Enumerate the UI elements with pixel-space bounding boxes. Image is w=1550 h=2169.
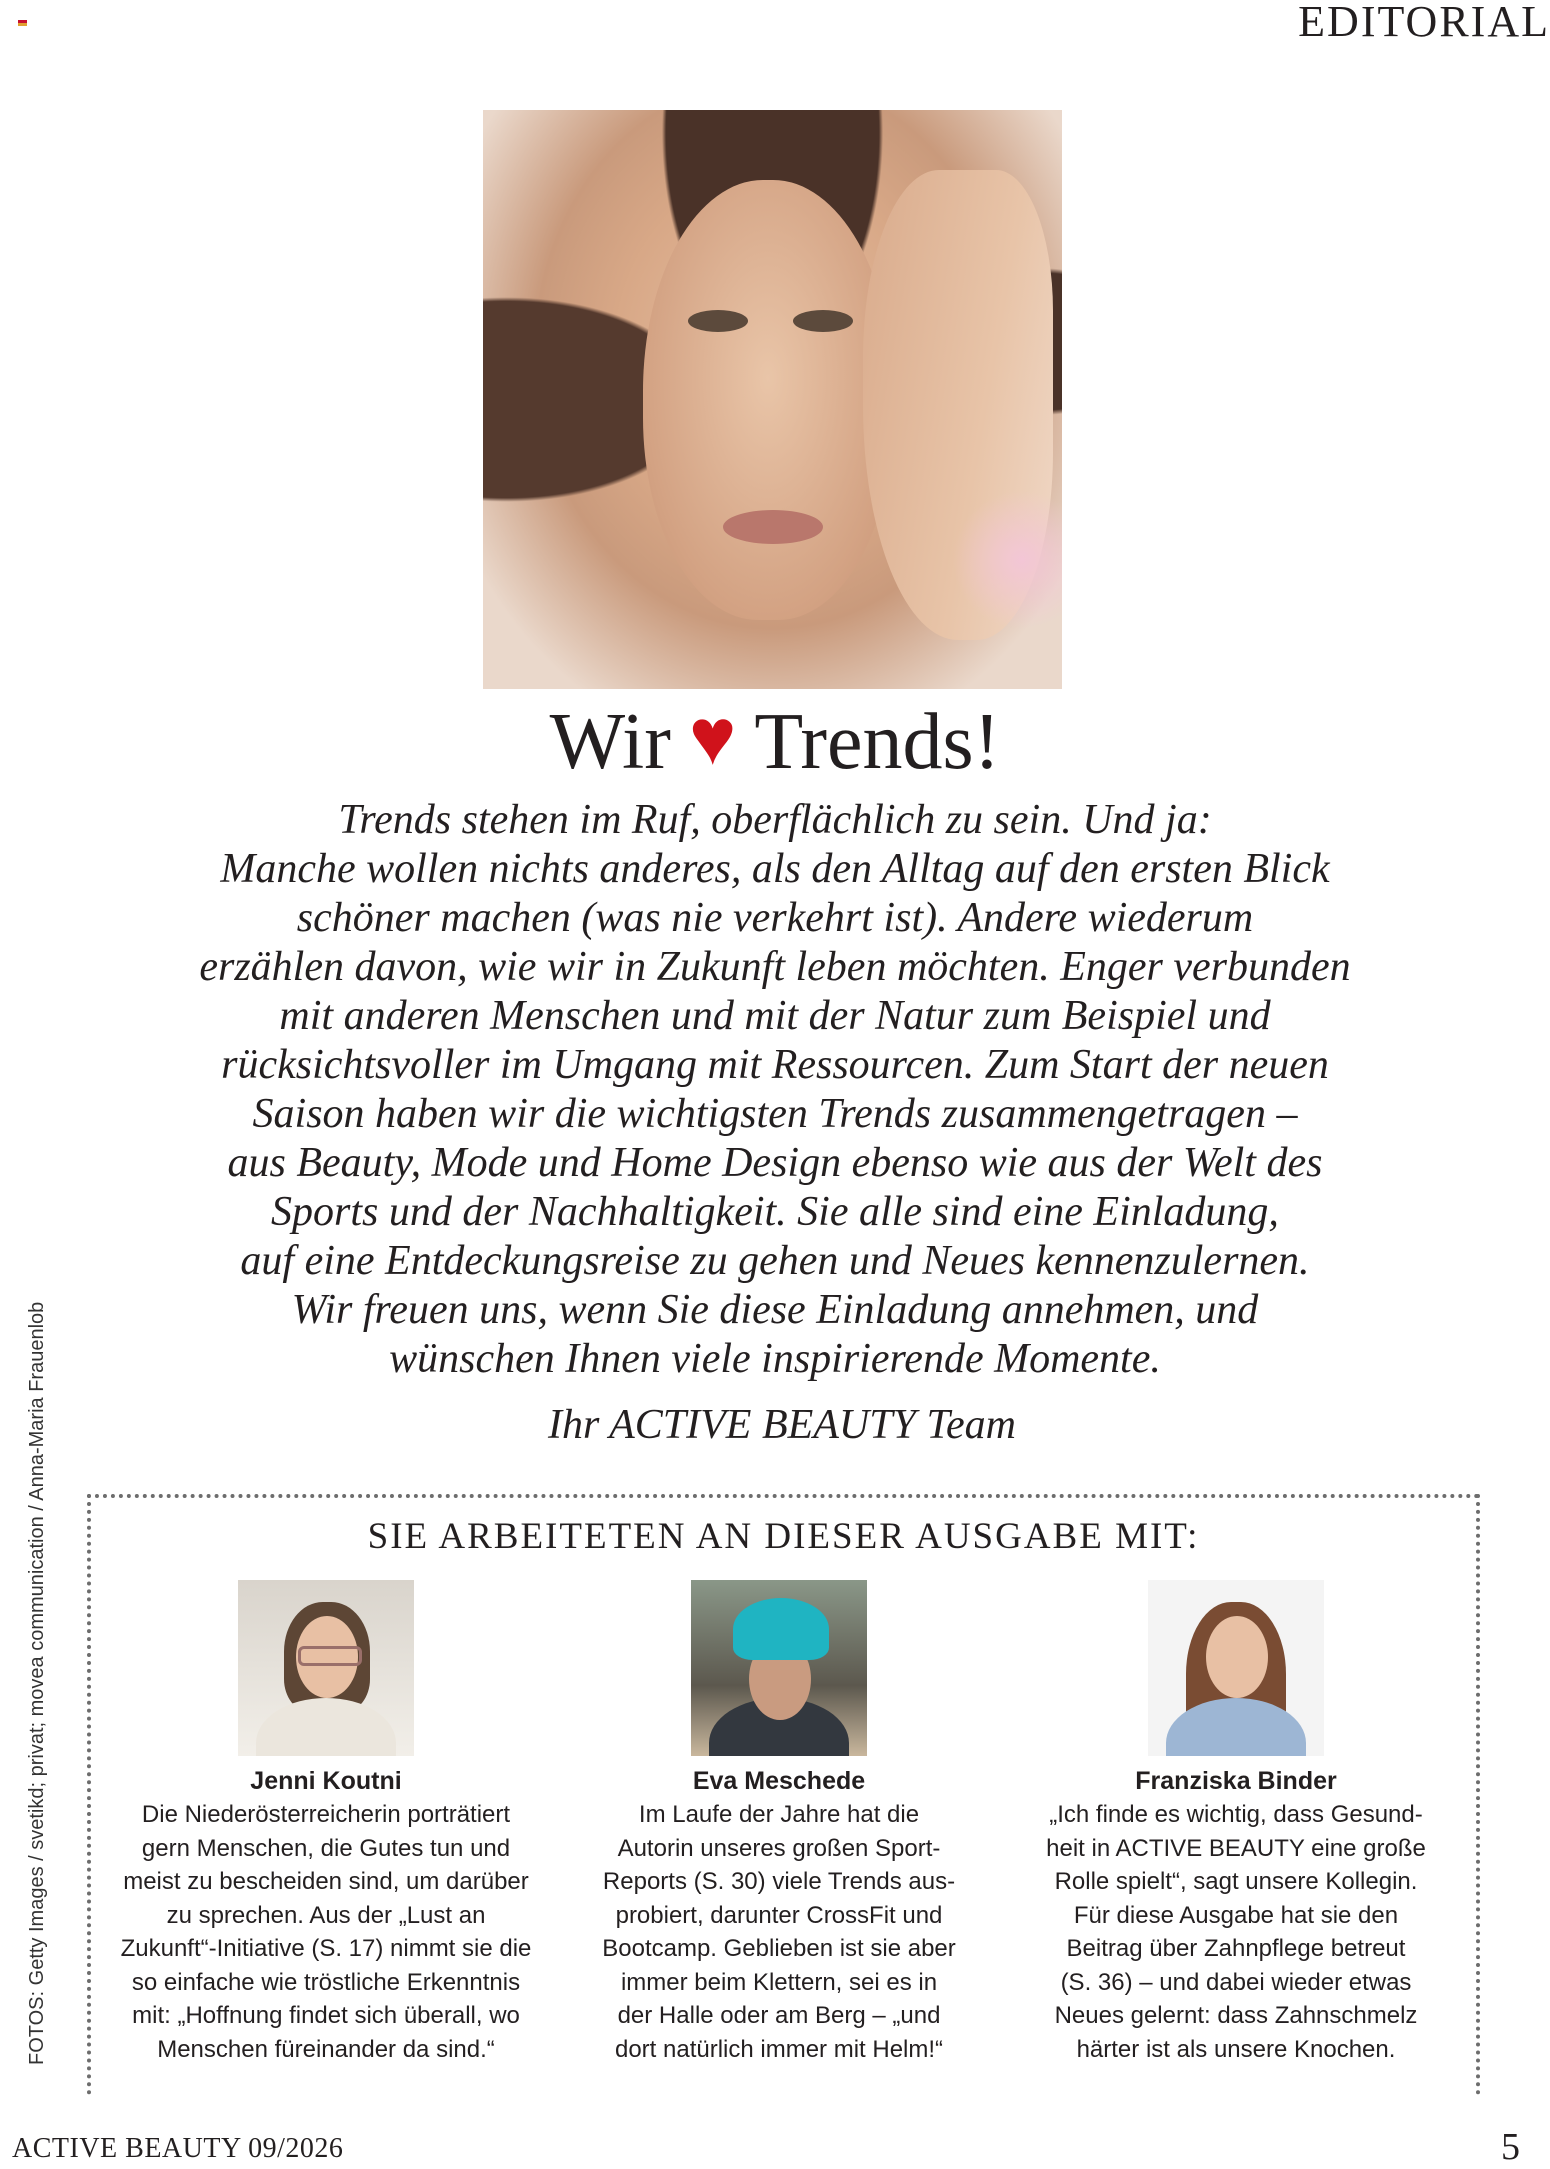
contributors-box xyxy=(87,1494,1480,2095)
bio-line: Zukunft“-Initiative (S. 17) nimmt sie die xyxy=(120,1935,532,1962)
intro-line: rücksichtsvoller im Umgang mit Ressourcen. Zum Start der neuen xyxy=(221,1042,1329,1088)
bio-line: Reports (S. 30) viele Trends aus- xyxy=(602,1868,956,1895)
contributor-card xyxy=(559,1580,999,2066)
headline-word-1: Wir xyxy=(549,698,671,786)
bio-line: Für diese Ausgabe hat sie den xyxy=(1073,1901,1399,1929)
intro-line: Trends stehen im Ruf, oberflächlich zu sein. Und ja: xyxy=(338,797,1212,843)
contributor-card xyxy=(106,1580,546,2066)
bio-line: probiert, darunter CrossFit und xyxy=(615,1901,943,1929)
contributor-bio xyxy=(106,1798,546,2066)
bio-line: so einfache wie tröstliche Erkenntnis xyxy=(131,1968,521,1996)
contributor-name: Eva Meschede xyxy=(692,1767,866,1795)
bio-line: mit: „Hoffnung findet sich überall, wo xyxy=(132,2002,520,2029)
contributor-bio xyxy=(559,1798,999,2066)
footer-issue: ACTIVE BEAUTY 09/2026 xyxy=(12,2133,344,2164)
bio-line: immer beim Klettern, sei es in xyxy=(620,1968,938,1996)
intro-line: aus Beauty, Mode und Home Design ebenso wie aus der Welt des xyxy=(227,1140,1323,1186)
bio-line: dort natürlich immer mit Helm!“ xyxy=(614,2035,944,2063)
section-label: EDITORIAL xyxy=(1298,0,1550,46)
intro-line: schöner machen (was nie verkehrt ist). Andere wiederum xyxy=(296,895,1254,941)
page-number: 5 xyxy=(1501,2126,1520,2168)
intro-line: Manche wollen nichts anderes, als den Alltag auf den ersten Blick xyxy=(220,846,1330,892)
intro-line: Saison haben wir die wichtigsten Trends zusammengetragen – xyxy=(252,1091,1298,1137)
bio-line: Beitrag über Zahnpflege betreut xyxy=(1066,1935,1406,1962)
bio-line: „Ich finde es wichtig, dass Gesund- xyxy=(1049,1801,1423,1828)
bio-line: Die Niederösterreicherin porträtiert xyxy=(141,1801,511,1828)
intro-line: Wir freuen uns, wenn Sie diese Einladung annehmen, und xyxy=(291,1287,1259,1333)
bio-line: der Halle oder am Berg – „und xyxy=(617,2002,941,2029)
contributor-bio xyxy=(1016,1798,1456,2066)
intro-line: mit anderen Menschen und mit der Natur zum Beispiel und xyxy=(279,993,1271,1039)
intro-line: auf eine Entdeckungsreise zu gehen und Neues kennenzulernen. xyxy=(240,1238,1310,1284)
bio-line: Menschen füreinander da sind.“ xyxy=(157,2035,495,2063)
bio-line: (S. 36) – und dabei wieder etwas xyxy=(1060,1968,1412,1996)
intro-line: erzählen davon, wie wir in Zukunft leben möchten. Enger verbunden xyxy=(199,944,1351,990)
bio-line: zu sprechen. Aus der „Lust an xyxy=(166,1901,486,1929)
contributor-photo xyxy=(238,1580,414,1756)
bio-line: Bootcamp. Geblieben ist sie aber xyxy=(602,1935,956,1962)
bio-line: Autorin unseres großen Sport- xyxy=(617,1834,941,1862)
bio-line: heit in ACTIVE BEAUTY eine große xyxy=(1046,1834,1426,1862)
corner-mark xyxy=(18,20,27,26)
intro-line: wünschen Ihnen viele inspirierende Momente. xyxy=(389,1336,1161,1382)
bio-line: gern Menschen, die Gutes tun und xyxy=(141,1834,511,1862)
heart-icon: ♥ xyxy=(688,694,737,782)
contributor-photo xyxy=(691,1580,867,1756)
bio-line: Neues gelernt: dass Zahnschmelz xyxy=(1054,2002,1418,2029)
editorial-headline xyxy=(0,694,1550,786)
photo-credit: FOTOS: Getty Images / svetikd; privat; movea communication / Anna-Maria Frauenlob xyxy=(26,1301,48,2065)
editorial-signature: Ihr ACTIVE BEAUTY Team xyxy=(548,1402,1016,1448)
contributor-card xyxy=(1016,1580,1456,2066)
contributor-name: Franziska Binder xyxy=(1135,1767,1337,1795)
bio-line: Rolle spielt“, sagt unsere Kollegin. xyxy=(1054,1868,1418,1895)
contributors-title: SIE ARBEITETEN AN DIESER AUSGABE MIT: xyxy=(367,1516,1200,1557)
contributor-photo xyxy=(1148,1580,1324,1756)
bio-line: meist zu bescheiden sind, um darüber xyxy=(123,1868,529,1895)
hero-portrait-image xyxy=(483,110,1062,689)
intro-line: Sports und der Nachhaltigkeit. Sie alle sind eine Einladung, xyxy=(271,1189,1279,1235)
contributor-name: Jenni Koutni xyxy=(250,1767,402,1795)
editorial-intro xyxy=(170,796,1380,1384)
bio-line: härter ist als unsere Knochen. xyxy=(1076,2035,1396,2063)
bio-line: Im Laufe der Jahre hat die xyxy=(638,1801,920,1828)
headline-word-2: Trends! xyxy=(754,698,1001,786)
